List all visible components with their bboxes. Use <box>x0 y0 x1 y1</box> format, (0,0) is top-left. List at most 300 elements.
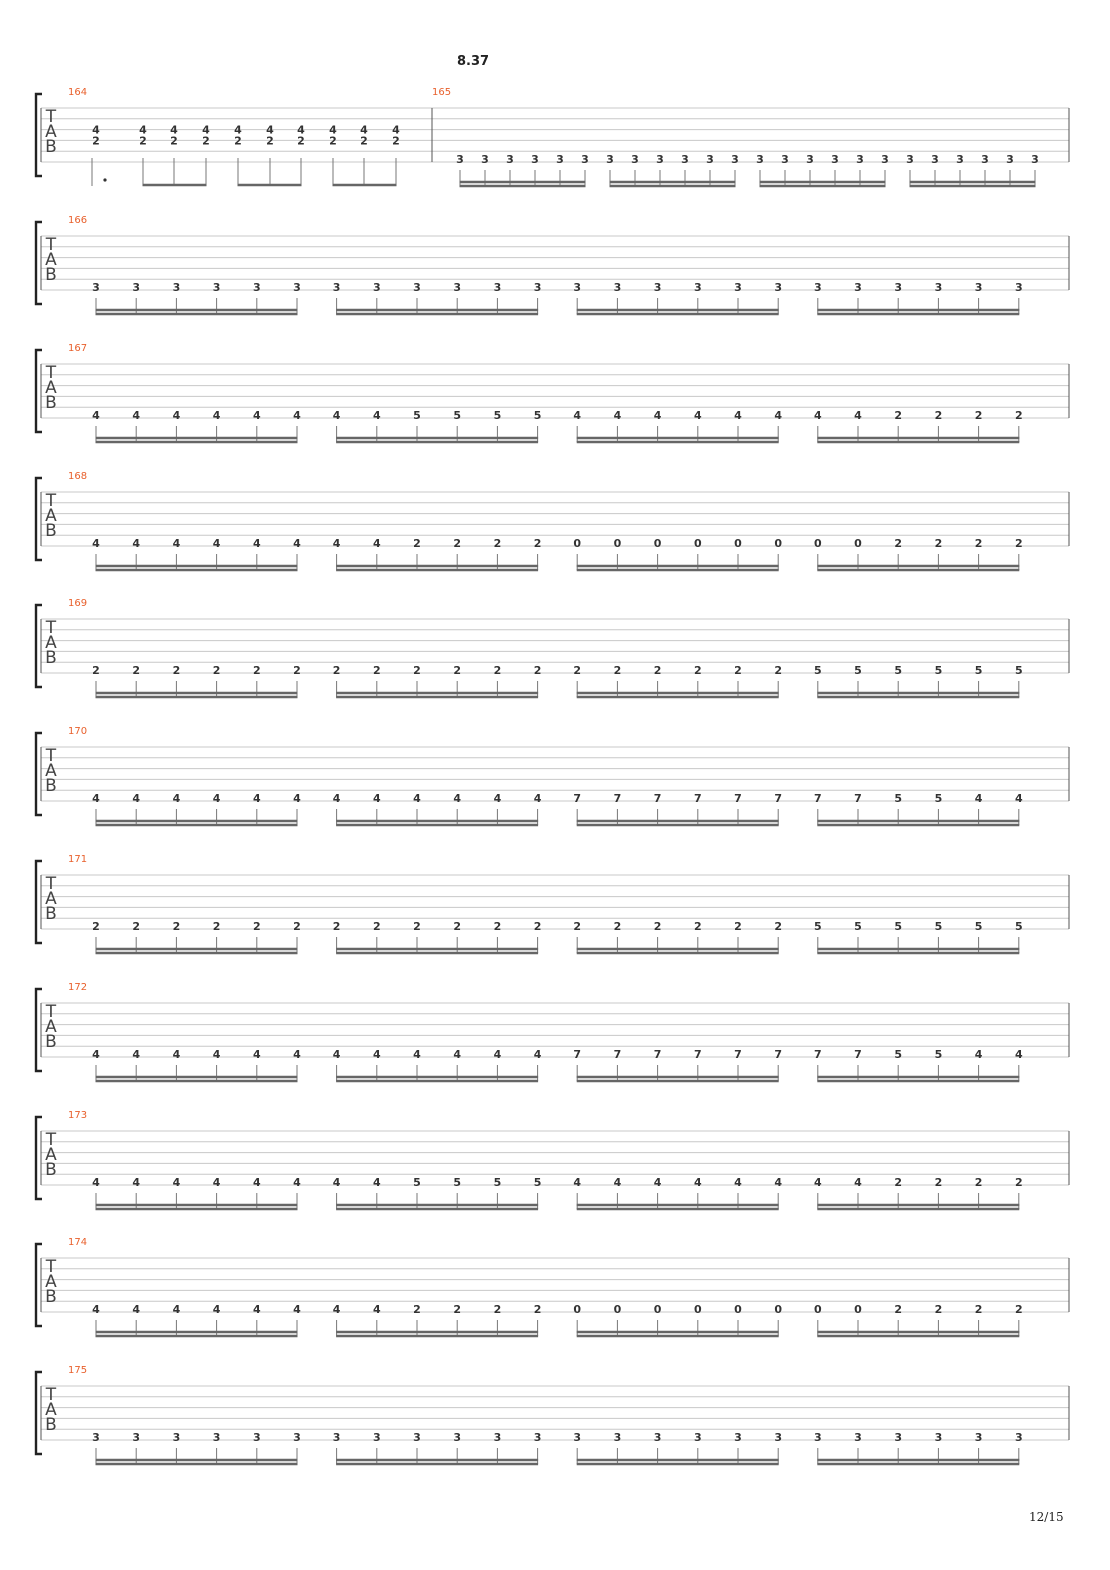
fret-number: 0 <box>774 1303 783 1316</box>
fret-number: 3 <box>453 1431 462 1444</box>
fret-number: 2 <box>413 537 421 550</box>
fret-number: 2 <box>934 1176 943 1189</box>
fret-number: 4 <box>293 1303 301 1316</box>
fret-number: 4 <box>734 1176 742 1189</box>
tab-clef-letter: B <box>45 393 57 413</box>
fret-number: 4 <box>252 1048 261 1061</box>
fret-number: 3 <box>1014 281 1023 294</box>
fret-number: 0 <box>653 537 662 550</box>
fret-number: 2 <box>1014 409 1023 422</box>
fret-number: 2 <box>413 664 421 677</box>
fret-number: 3 <box>172 1431 181 1444</box>
fret-number: 7 <box>813 1048 822 1061</box>
fret-number: 3 <box>481 153 489 166</box>
fret-number: 3 <box>533 1431 542 1444</box>
fret-number: 2 <box>934 537 943 550</box>
fret-number: 4 <box>172 537 181 550</box>
fret-number: 3 <box>1031 153 1039 166</box>
fret-number: 0 <box>693 1303 702 1316</box>
fret-number: 3 <box>372 281 381 294</box>
fret-number: 2 <box>132 920 141 933</box>
fret-number: 4 <box>297 123 305 137</box>
fret-number: 3 <box>212 281 221 294</box>
fret-number: 3 <box>252 281 261 294</box>
fret-number: 3 <box>653 1431 662 1444</box>
fret-number: 4 <box>212 1176 221 1189</box>
measure-number: 165 <box>432 87 452 98</box>
fret-number: 4 <box>774 1176 783 1189</box>
fret-number: 4 <box>332 409 341 422</box>
fret-number: 2 <box>974 409 983 422</box>
measure-number: 167 <box>68 343 88 354</box>
fret-number: 0 <box>854 1303 862 1316</box>
fret-number: 2 <box>453 920 462 933</box>
fret-number: 3 <box>894 1431 903 1444</box>
fret-number: 4 <box>1014 1048 1023 1061</box>
measure-number: 168 <box>68 471 88 482</box>
fret-number: 7 <box>734 1048 742 1061</box>
tab-clef-letter: A <box>45 1145 57 1165</box>
fret-number: 3 <box>453 281 462 294</box>
fret-number: 7 <box>734 792 742 805</box>
fret-number: 5 <box>974 920 983 933</box>
tab-clef-letter: T <box>45 1002 57 1022</box>
fret-number: 2 <box>413 1303 421 1316</box>
fret-number: 3 <box>881 153 889 166</box>
fret-number: 4 <box>734 409 742 422</box>
measure-number: 170 <box>68 726 88 737</box>
tab-clef-letter: B <box>45 137 57 157</box>
fret-number: 2 <box>493 920 502 933</box>
fret-number: 3 <box>413 1431 421 1444</box>
fret-number: 3 <box>774 1431 783 1444</box>
fret-number: 7 <box>854 792 862 805</box>
fret-number: 3 <box>372 1431 381 1444</box>
fret-number: 4 <box>974 792 983 805</box>
fret-number: 3 <box>934 1431 943 1444</box>
fret-number: 3 <box>653 281 662 294</box>
fret-number: 4 <box>92 1303 100 1316</box>
fret-number: 4 <box>693 409 702 422</box>
fret-number: 7 <box>573 792 582 805</box>
fret-number: 3 <box>1014 1431 1023 1444</box>
fret-number: 4 <box>493 792 502 805</box>
fret-number: 2 <box>453 537 462 550</box>
fret-number: 4 <box>252 1176 261 1189</box>
fret-number: 0 <box>693 537 702 550</box>
fret-number: 2 <box>92 664 100 677</box>
fret-number: 4 <box>329 123 337 137</box>
fret-number: 3 <box>854 1431 862 1444</box>
tab-clef-letter: T <box>45 1385 57 1405</box>
fret-number: 4 <box>293 537 301 550</box>
fret-number: 4 <box>92 1048 100 1061</box>
tab-clef-letter: A <box>45 633 57 653</box>
fret-number: 4 <box>453 792 462 805</box>
fret-number: 7 <box>613 1048 622 1061</box>
fret-number: 4 <box>453 1048 462 1061</box>
tab-clef-letter: T <box>45 746 57 766</box>
fret-number: 4 <box>813 1176 822 1189</box>
fret-number: 4 <box>139 123 147 137</box>
fret-number: 2 <box>297 134 305 148</box>
fret-number: 5 <box>493 1176 502 1189</box>
fret-number: 2 <box>372 664 381 677</box>
fret-number: 4 <box>372 1303 381 1316</box>
fret-number: 2 <box>533 920 542 933</box>
fret-number: 4 <box>212 537 221 550</box>
fret-number: 4 <box>172 1303 181 1316</box>
tab-clef-letter: T <box>45 618 57 638</box>
fret-number: 3 <box>212 1431 221 1444</box>
augmentation-dot <box>103 178 106 181</box>
fret-number: 2 <box>734 664 742 677</box>
fret-number: 3 <box>813 1431 822 1444</box>
fret-number: 4 <box>132 1303 141 1316</box>
tab-clef-letter: B <box>45 265 57 285</box>
fret-number: 2 <box>573 664 582 677</box>
measure-number: 173 <box>68 1110 88 1121</box>
fret-number: 2 <box>202 134 210 148</box>
fret-number: 2 <box>653 920 662 933</box>
fret-number: 4 <box>332 792 341 805</box>
fret-number: 3 <box>573 1431 582 1444</box>
tab-clef-letter: T <box>45 1257 57 1277</box>
fret-number: 2 <box>252 920 261 933</box>
tab-clef-letter: T <box>45 491 57 511</box>
fret-number: 2 <box>493 1303 502 1316</box>
fret-number: 2 <box>92 134 100 148</box>
fret-number: 4 <box>172 792 181 805</box>
fret-number: 4 <box>92 123 100 137</box>
fret-number: 4 <box>132 792 141 805</box>
fret-number: 5 <box>1014 920 1023 933</box>
fret-number: 2 <box>293 920 301 933</box>
fret-number: 3 <box>606 153 614 166</box>
fret-number: 4 <box>332 1048 341 1061</box>
fret-number: 5 <box>934 664 943 677</box>
tab-clef-letter: A <box>45 250 57 270</box>
fret-number: 2 <box>252 664 261 677</box>
fret-number: 2 <box>573 920 582 933</box>
fret-number: 5 <box>533 409 542 422</box>
fret-number: 4 <box>172 409 181 422</box>
fret-number: 3 <box>894 281 903 294</box>
fret-number: 4 <box>372 409 381 422</box>
fret-number: 2 <box>332 920 341 933</box>
fret-number: 2 <box>139 134 147 148</box>
fret-number: 2 <box>234 134 242 148</box>
fret-number: 0 <box>613 537 622 550</box>
fret-number: 2 <box>1014 1303 1023 1316</box>
measure-number: 175 <box>68 1365 88 1376</box>
fret-number: 7 <box>854 1048 862 1061</box>
tab-clef-letter: T <box>45 1130 57 1150</box>
fret-number: 7 <box>774 1048 783 1061</box>
fret-number: 0 <box>573 537 582 550</box>
tab-clef-letter: B <box>45 521 57 541</box>
fret-number: 4 <box>573 409 582 422</box>
fret-number: 3 <box>706 153 714 166</box>
fret-number: 4 <box>212 1303 221 1316</box>
fret-number: 4 <box>293 1176 301 1189</box>
fret-number: 4 <box>1014 792 1023 805</box>
fret-number: 4 <box>493 1048 502 1061</box>
fret-number: 2 <box>974 537 983 550</box>
fret-number: 3 <box>631 153 639 166</box>
fret-number: 2 <box>934 409 943 422</box>
fret-number: 4 <box>92 792 100 805</box>
fret-number: 0 <box>573 1303 582 1316</box>
fret-number: 4 <box>332 1176 341 1189</box>
fret-number: 3 <box>681 153 689 166</box>
tab-clef-letter: A <box>45 1272 57 1292</box>
fret-number: 2 <box>894 1176 903 1189</box>
fret-number: 5 <box>493 409 502 422</box>
fret-number: 4 <box>613 409 622 422</box>
fret-number: 5 <box>894 664 903 677</box>
fret-number: 7 <box>613 792 622 805</box>
fret-number: 4 <box>693 1176 702 1189</box>
tab-clef-letter: A <box>45 378 57 398</box>
fret-number: 0 <box>774 537 783 550</box>
fret-number: 2 <box>774 920 783 933</box>
fret-number: 3 <box>172 281 181 294</box>
fret-number: 3 <box>781 153 789 166</box>
fret-number: 2 <box>613 920 622 933</box>
fret-number: 2 <box>934 1303 943 1316</box>
fret-number: 4 <box>172 1176 181 1189</box>
fret-number: 3 <box>573 281 582 294</box>
fret-number: 3 <box>132 281 141 294</box>
fret-number: 0 <box>854 537 862 550</box>
fret-number: 7 <box>813 792 822 805</box>
tab-clef-letter: B <box>45 1415 57 1435</box>
fret-number: 4 <box>360 123 368 137</box>
fret-number: 5 <box>453 409 462 422</box>
fret-number: 3 <box>531 153 539 166</box>
fret-number: 2 <box>172 920 181 933</box>
fret-number: 2 <box>360 134 368 148</box>
fret-number: 5 <box>413 1176 421 1189</box>
measure-number: 174 <box>68 1237 88 1248</box>
fret-number: 4 <box>774 409 783 422</box>
fret-number: 4 <box>132 1048 141 1061</box>
fret-number: 4 <box>372 792 381 805</box>
fret-number: 4 <box>132 409 141 422</box>
fret-number: 3 <box>693 1431 702 1444</box>
fret-number: 3 <box>1006 153 1014 166</box>
fret-number: 5 <box>894 920 903 933</box>
tab-clef-letter: B <box>45 648 57 668</box>
fret-number: 3 <box>493 1431 502 1444</box>
fret-number: 3 <box>934 281 943 294</box>
fret-number: 4 <box>92 1176 100 1189</box>
fret-number: 4 <box>613 1176 622 1189</box>
fret-number: 4 <box>266 123 274 137</box>
fret-number: 3 <box>731 153 739 166</box>
fret-number: 2 <box>533 1303 542 1316</box>
fret-number: 2 <box>212 664 221 677</box>
fret-number: 2 <box>493 537 502 550</box>
fret-number: 3 <box>613 281 622 294</box>
fret-number: 3 <box>756 153 764 166</box>
fret-number: 3 <box>806 153 814 166</box>
fret-number: 4 <box>372 1176 381 1189</box>
tab-clef-letter: A <box>45 761 57 781</box>
fret-number: 4 <box>212 409 221 422</box>
fret-number: 3 <box>613 1431 622 1444</box>
fret-number: 3 <box>774 281 783 294</box>
fret-number: 4 <box>332 1303 341 1316</box>
fret-number: 3 <box>734 281 742 294</box>
fret-number: 0 <box>813 1303 822 1316</box>
fret-number: 2 <box>653 664 662 677</box>
fret-number: 4 <box>332 537 341 550</box>
tab-clef-letter: A <box>45 506 57 526</box>
fret-number: 4 <box>212 792 221 805</box>
tab-clef-letter: A <box>45 122 57 142</box>
tab-clef-letter: B <box>45 904 57 924</box>
fret-number: 2 <box>894 537 903 550</box>
fret-number: 3 <box>332 1431 341 1444</box>
measure-number: 172 <box>68 982 88 993</box>
fret-number: 4 <box>132 537 141 550</box>
fret-number: 7 <box>693 792 702 805</box>
fret-number: 3 <box>293 281 301 294</box>
fret-number: 3 <box>956 153 964 166</box>
tab-clef-letter: B <box>45 776 57 796</box>
tab-clef-letter: B <box>45 1032 57 1052</box>
fret-number: 3 <box>332 281 341 294</box>
fret-number: 3 <box>813 281 822 294</box>
tab-clef-letter: A <box>45 1017 57 1037</box>
fret-number: 4 <box>372 537 381 550</box>
fret-number: 4 <box>413 1048 421 1061</box>
fret-number: 5 <box>453 1176 462 1189</box>
fret-number: 2 <box>293 664 301 677</box>
fret-number: 7 <box>774 792 783 805</box>
fret-number: 2 <box>413 920 421 933</box>
fret-number: 2 <box>212 920 221 933</box>
fret-number: 4 <box>573 1176 582 1189</box>
tab-clef-letter: A <box>45 889 57 909</box>
fret-number: 5 <box>894 1048 903 1061</box>
fret-number: 2 <box>693 920 702 933</box>
fret-number: 2 <box>493 664 502 677</box>
fret-number: 4 <box>252 792 261 805</box>
fret-number: 4 <box>392 123 400 137</box>
fret-number: 3 <box>252 1431 261 1444</box>
fret-number: 2 <box>613 664 622 677</box>
fret-number: 2 <box>172 664 181 677</box>
measure-number: 169 <box>68 598 88 609</box>
fret-number: 7 <box>573 1048 582 1061</box>
fret-number: 2 <box>774 664 783 677</box>
fret-number: 4 <box>653 1176 662 1189</box>
fret-number: 3 <box>856 153 864 166</box>
fret-number: 2 <box>453 1303 462 1316</box>
fret-number: 3 <box>693 281 702 294</box>
fret-number: 5 <box>1014 664 1023 677</box>
fret-number: 3 <box>906 153 914 166</box>
tab-clef-letter: B <box>45 1287 57 1307</box>
fret-number: 4 <box>202 123 210 137</box>
fret-number: 3 <box>556 153 564 166</box>
fret-number: 3 <box>456 153 464 166</box>
fret-number: 4 <box>533 1048 542 1061</box>
fret-number: 0 <box>813 537 822 550</box>
fret-number: 2 <box>329 134 337 148</box>
fret-number: 4 <box>92 409 100 422</box>
fret-number: 0 <box>734 1303 742 1316</box>
fret-number: 3 <box>974 1431 983 1444</box>
fret-number: 3 <box>734 1431 742 1444</box>
fret-number: 5 <box>854 664 862 677</box>
fret-number: 4 <box>372 1048 381 1061</box>
fret-number: 4 <box>974 1048 983 1061</box>
fret-number: 4 <box>854 409 862 422</box>
fret-number: 3 <box>293 1431 301 1444</box>
fret-number: 4 <box>212 1048 221 1061</box>
fret-number: 3 <box>132 1431 141 1444</box>
measure-number: 166 <box>68 215 88 226</box>
fret-number: 3 <box>533 281 542 294</box>
fret-number: 4 <box>252 409 261 422</box>
fret-number: 4 <box>293 792 301 805</box>
fret-number: 0 <box>734 537 742 550</box>
fret-number: 4 <box>413 792 421 805</box>
fret-number: 2 <box>734 920 742 933</box>
fret-number: 4 <box>252 1303 261 1316</box>
fret-number: 5 <box>413 409 421 422</box>
fret-number: 3 <box>854 281 862 294</box>
fret-number: 3 <box>931 153 939 166</box>
fret-number: 4 <box>172 1048 181 1061</box>
fret-number: 4 <box>533 792 542 805</box>
fret-number: 4 <box>252 537 261 550</box>
fret-number: 3 <box>974 281 983 294</box>
fret-number: 3 <box>92 1431 100 1444</box>
fret-number: 5 <box>934 1048 943 1061</box>
fret-number: 2 <box>372 920 381 933</box>
fret-number: 4 <box>170 123 178 137</box>
fret-number: 4 <box>293 409 301 422</box>
fret-number: 3 <box>506 153 514 166</box>
fret-number: 5 <box>934 792 943 805</box>
fret-number: 7 <box>693 1048 702 1061</box>
measure-number: 171 <box>68 854 88 865</box>
fret-number: 2 <box>894 409 903 422</box>
fret-number: 3 <box>981 153 989 166</box>
fret-number: 2 <box>392 134 400 148</box>
fret-number: 2 <box>170 134 178 148</box>
fret-number: 5 <box>894 792 903 805</box>
fret-number: 4 <box>293 1048 301 1061</box>
fret-number: 3 <box>656 153 664 166</box>
fret-number: 0 <box>613 1303 622 1316</box>
tab-clef-letter: A <box>45 1400 57 1420</box>
fret-number: 0 <box>653 1303 662 1316</box>
fret-number: 5 <box>854 920 862 933</box>
fret-number: 5 <box>813 920 822 933</box>
fret-number: 2 <box>266 134 274 148</box>
fret-number: 2 <box>533 537 542 550</box>
fret-number: 5 <box>813 664 822 677</box>
fret-number: 2 <box>453 664 462 677</box>
tab-clef-letter: T <box>45 874 57 894</box>
fret-number: 4 <box>92 537 100 550</box>
